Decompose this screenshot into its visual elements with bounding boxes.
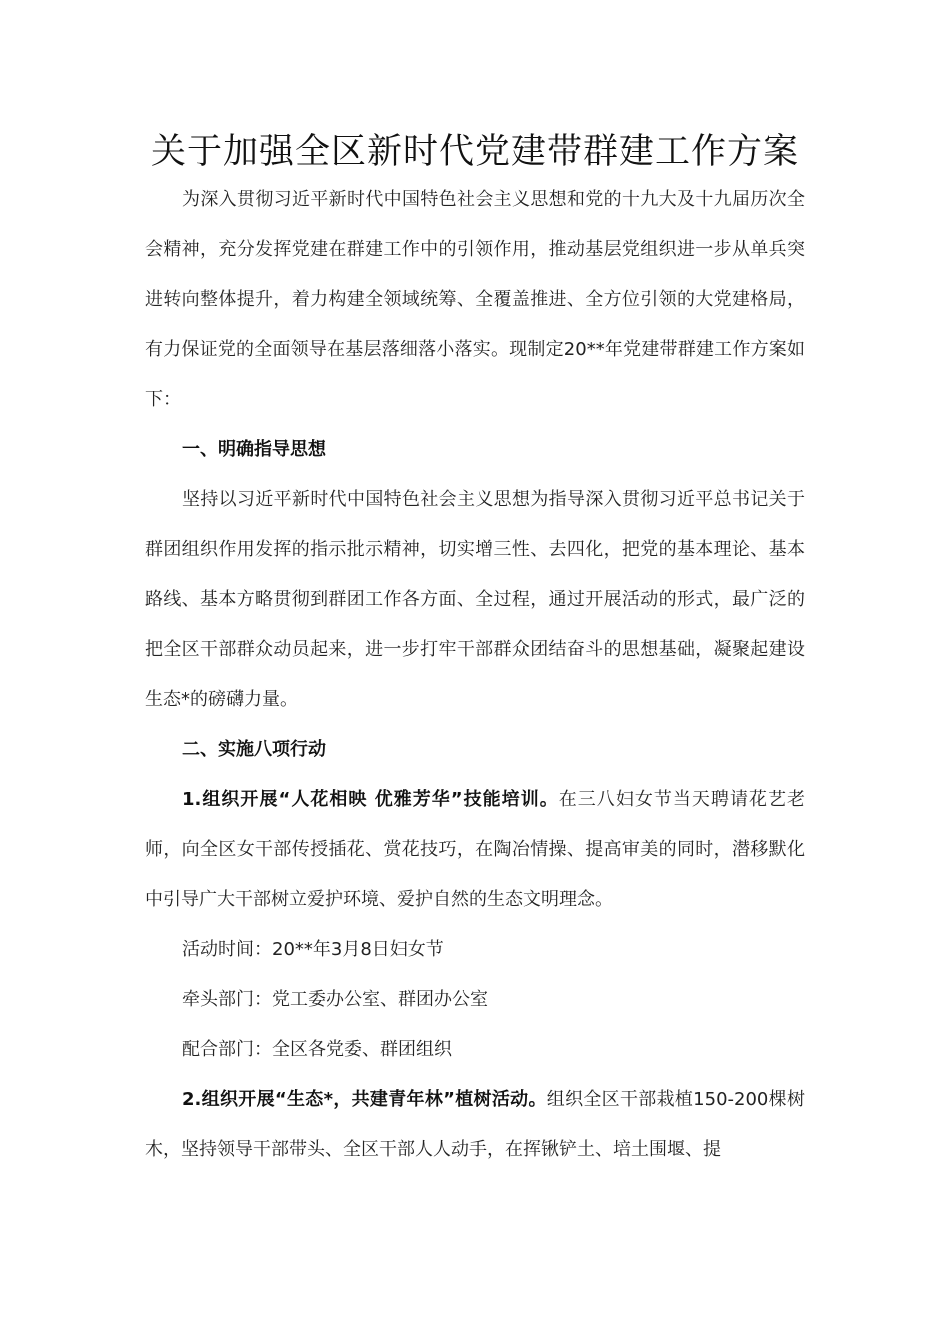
document-title: 关于加强全区新时代党建带群建工作方案 bbox=[150, 132, 799, 172]
action-item-1 bbox=[145, 775, 805, 925]
action-item-1-text: 在三八妇女节当天聘请花艺老师，向全区女干部传授插花、赏花技巧，在陶冶情操、提高审美的同时，潜移默化中引导广大干部树立爱护环境、爱护自然的生态文明理念。 bbox=[145, 789, 806, 910]
action-item-1-lead-department: 牵头部门：党工委办公室、群团办公室 bbox=[182, 989, 488, 1010]
action-item-1-cooperating-department: 配合部门：全区各党委、群团组织 bbox=[182, 1039, 452, 1060]
action-item-1-time: 活动时间：20**年3月8日妇女节 bbox=[182, 939, 444, 960]
action-item-1-lead: 1.组织开展“人花相映 优雅芳华”技能培训。 bbox=[182, 789, 559, 810]
section-heading-eight-actions: 二、实施八项行动 bbox=[182, 739, 326, 760]
action-item-2 bbox=[145, 1075, 805, 1175]
guiding-thought-paragraph: 坚持以习近平新时代中国特色社会主义思想为指导深入贯彻习近平总书记关于群团组织作用发挥的指示批示精神，切实增三性、去四化，把党的基本理论、基本路线、基本方略贯彻到群团工作各方面、全过程，通过开展活动的形式，最广泛的把全区干部群众动员起来，进一步打牢干部群众团结奋斗的思想基础，凝聚起建设生态*的磅礴力量。 bbox=[145, 489, 805, 710]
section-heading-guiding-thought: 一、明确指导思想 bbox=[182, 439, 326, 460]
action-item-2-lead: 2.组织开展“生态*，共建青年林”植树活动。 bbox=[182, 1089, 547, 1110]
action-item-2-text: 组织全区干部栽植150-200棵树木，坚持领导干部带头、全区干部人人动手，在挥锹铲土、培土围堰、提 bbox=[145, 1089, 805, 1160]
document-body bbox=[145, 175, 805, 1175]
intro-paragraph: 为深入贯彻习近平新时代中国特色社会主义思想和党的十九大及十九届历次全会精神，充分发挥党建在群建工作中的引领作用，推动基层党组织进一步从单兵突进转向整体提升，着力构建全领域统筹、全覆盖推进、全方位引领的大党建格局，有力保证党的全面领导在基层落细落小落实。现制定20**年党建带群建工作方案如下： bbox=[145, 189, 805, 410]
